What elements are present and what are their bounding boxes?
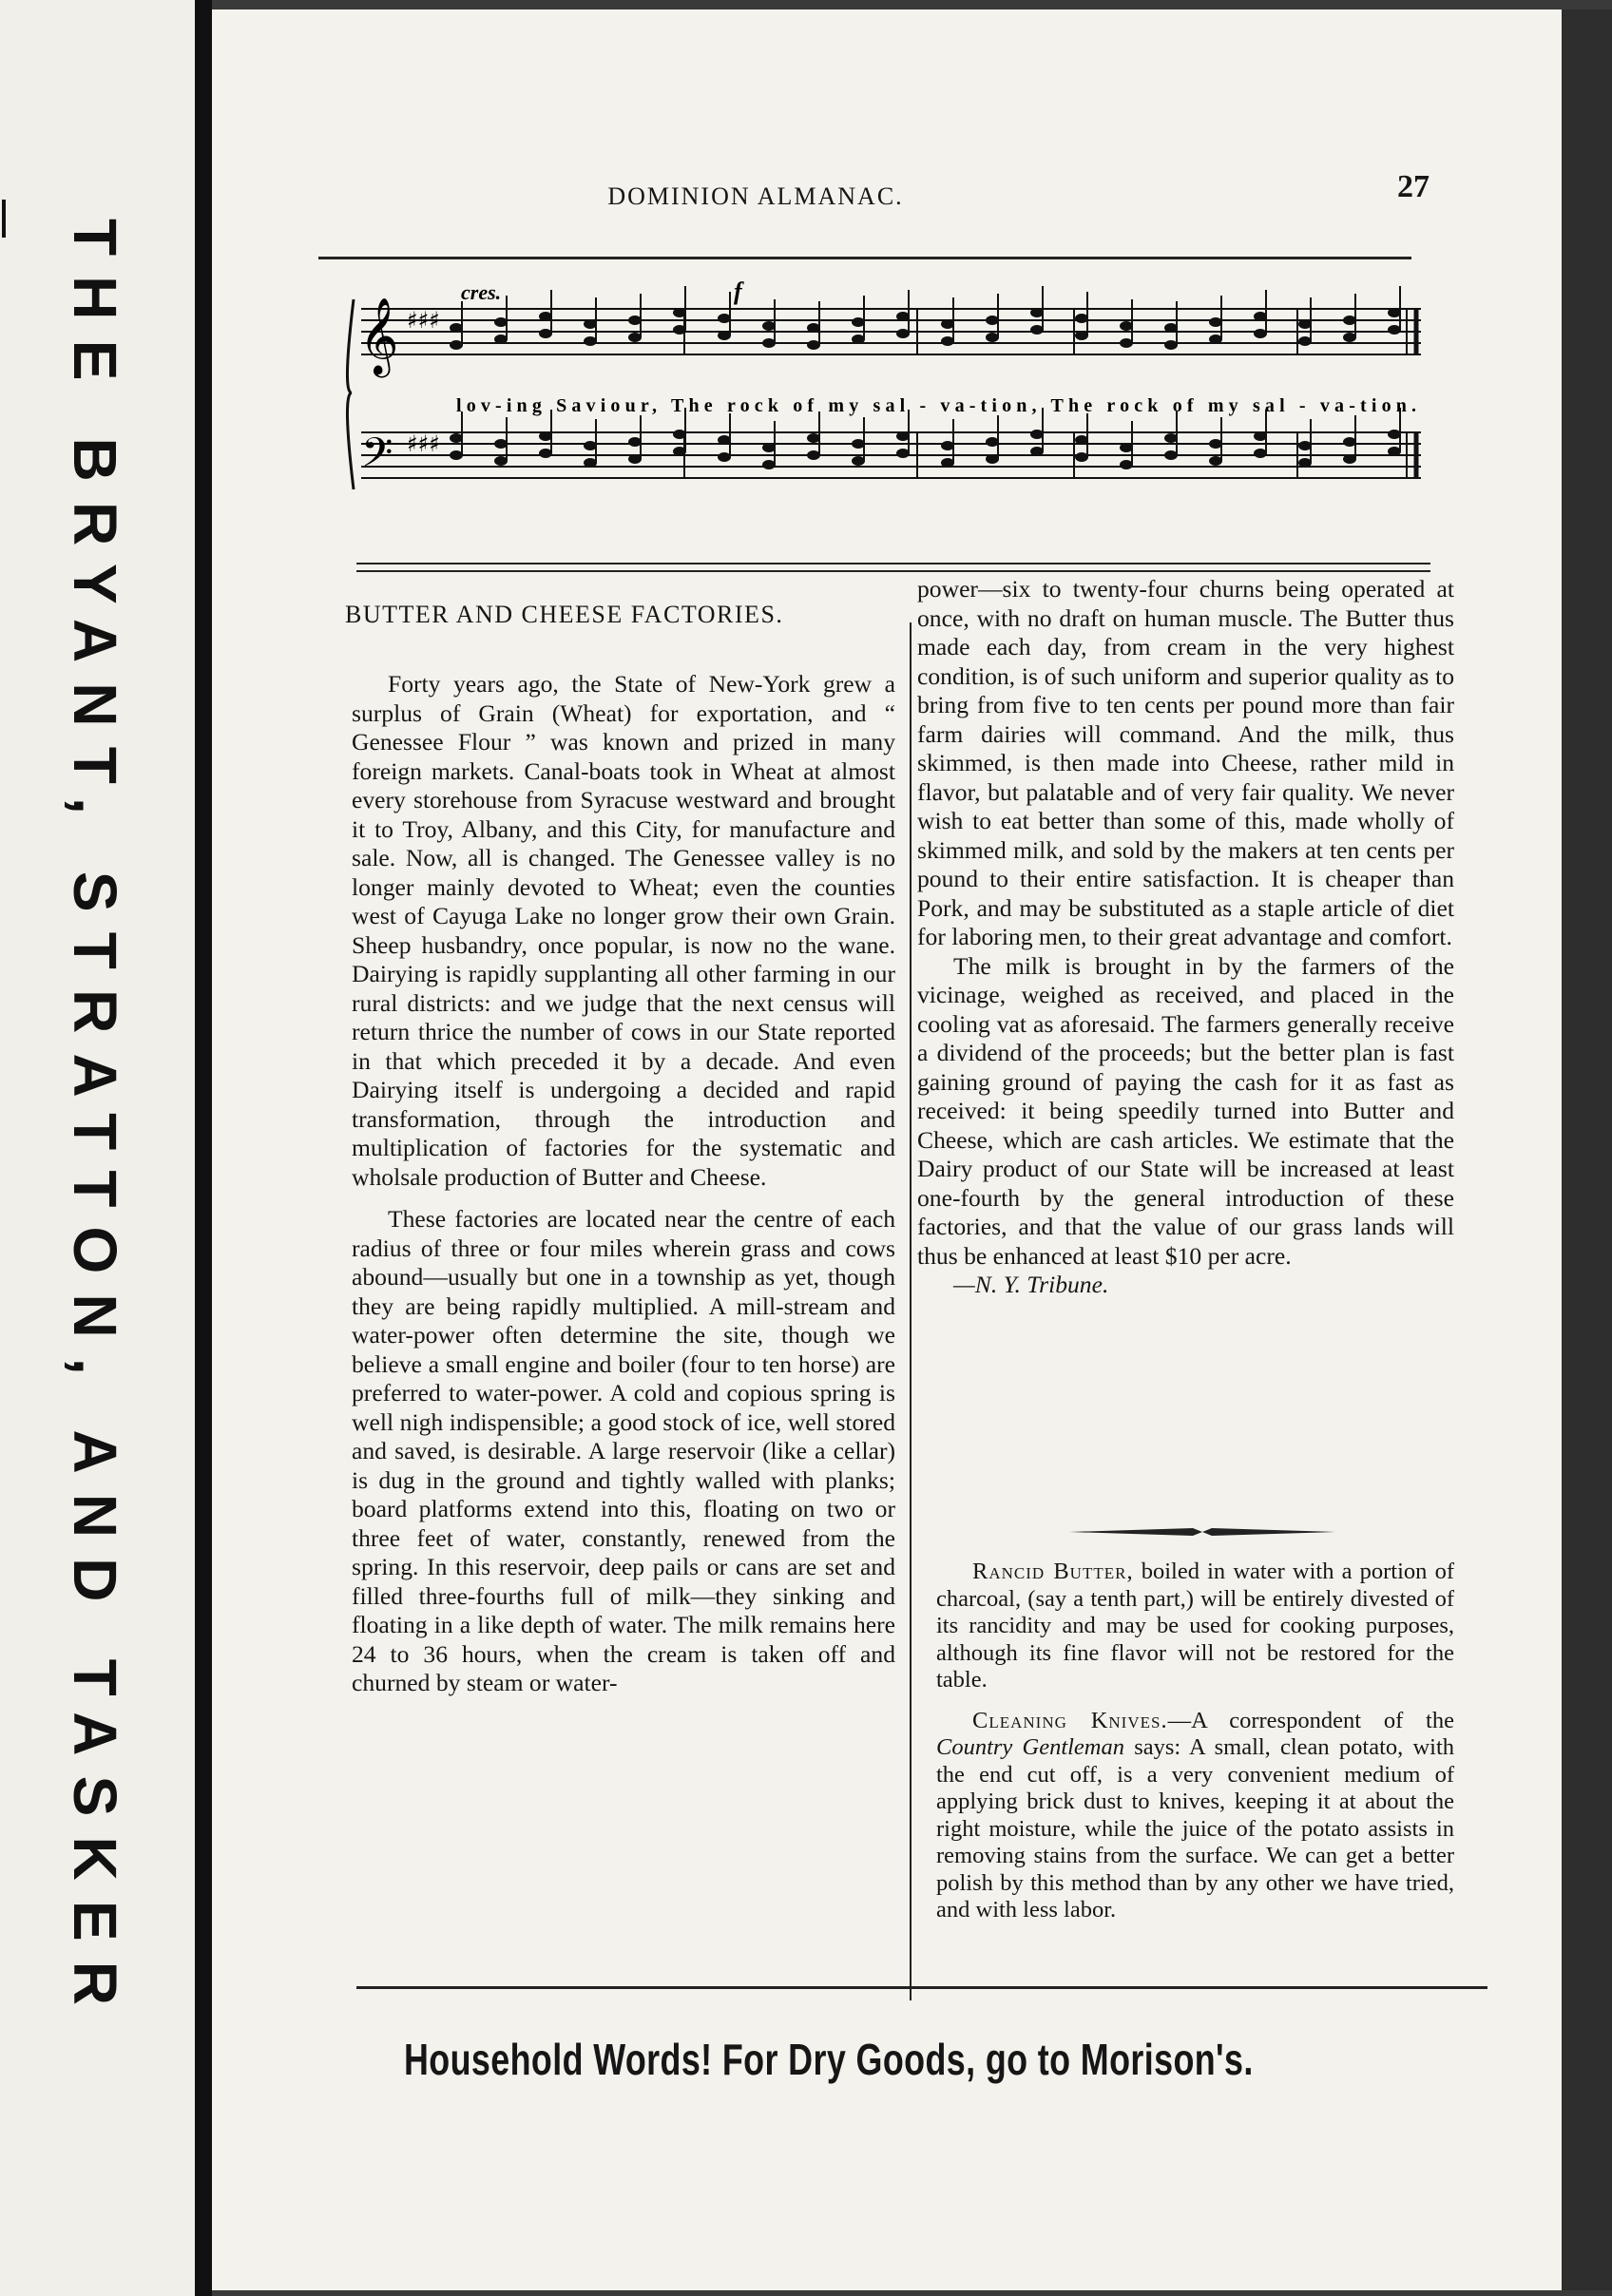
barlines <box>684 309 1416 478</box>
notes-column <box>936 1559 1454 1924</box>
music-score <box>342 271 1435 542</box>
note-head <box>852 456 865 466</box>
note-head <box>1209 335 1222 344</box>
note-head <box>628 454 642 464</box>
paragraph: Forty years ago, the State of New-York grew a surplus of Grain (Wheat) for exportation, and “ Genessee Flour ” was known and prized in many foreign markets. Canal-boats took in Wheat at almost every storehouse from Syracuse westward and brought it to Troy, Albany, and this City, for manufacture and sale. Now, all is changed. The Genessee valley is no longer mainly devoted to Wheat; even the counties west of Cayuga Lake no longer grow their own Grain. Sheep husbandry, once popular, is now no the wane. Dairying is rapidly supplanting all other farming in our rural districts: and we judge that the next census will return thrice the number of cows in our State reported in that which preceded it by a decade. And even Dairying itself is undergoing a decided and rapid transformation, through the introduction and multiplication of factories for the systematic and wholsale production of Butter and Cheese. <box>352 670 895 1191</box>
spine-text: THE BRYANT, STRATTON, AND TASKER <box>61 219 129 2006</box>
note-head <box>584 319 597 329</box>
note-head <box>673 430 686 439</box>
note-head <box>494 456 508 466</box>
lyrics-line: lov-ing Saviour, The rock of my sal - va-tion, The rock of my sal - va-tion. <box>456 395 1416 416</box>
note-head <box>1030 308 1044 317</box>
spine-text-block <box>48 219 133 2024</box>
note-text: boiled in water with a portion of charcoal, (say a tenth part,) will be entirely divested of its rancidity and may be used for cooking purposes, although its fine flavor will not be restored for the table. <box>936 1559 1454 1693</box>
note-head <box>807 340 820 350</box>
note-head <box>762 460 776 469</box>
footer-advert: Household Words! For Dry Goods, go to Morison's. <box>404 2035 1254 2084</box>
note-head <box>1030 325 1044 335</box>
note-head <box>896 431 910 441</box>
note-head <box>986 316 999 325</box>
note-head <box>1298 441 1312 450</box>
note-head <box>762 321 776 331</box>
note-head <box>986 333 999 342</box>
music-rule-bottom <box>356 570 1430 572</box>
left-column <box>352 670 895 1698</box>
note-head <box>1030 430 1044 439</box>
note-text: —A correspondent of the <box>1167 1707 1454 1733</box>
page-gutter <box>195 0 212 2296</box>
note-head <box>1298 319 1312 329</box>
column-divider <box>910 622 912 2000</box>
footer-rule <box>356 1986 1487 1989</box>
note-head <box>896 449 910 458</box>
note-head <box>494 317 508 327</box>
note-head <box>1254 431 1267 441</box>
treble-notes <box>450 286 1401 350</box>
note-head <box>1388 325 1401 335</box>
source-text: —N. Y. Tribune. <box>953 1271 1109 1298</box>
note-head <box>941 441 954 450</box>
note-title: Cleaning Knives. <box>972 1707 1168 1733</box>
forte-mark: f <box>734 277 742 305</box>
note-head <box>1343 437 1356 447</box>
note-cleaning-knives <box>936 1708 1454 1924</box>
crescendo-mark: cres. <box>461 280 502 304</box>
ornament-rule <box>1069 1526 1335 1538</box>
note-head <box>1075 452 1088 462</box>
brace <box>347 299 354 489</box>
note-head <box>718 331 731 340</box>
note-head <box>1388 430 1401 439</box>
key-signature-treble: ♯♯♯ <box>407 307 440 334</box>
note-head <box>1254 449 1267 458</box>
note-head <box>807 450 820 460</box>
note-head <box>539 449 552 458</box>
key-signature-bass: ♯♯♯ <box>407 430 440 457</box>
note-head <box>450 433 463 443</box>
note-head <box>1254 329 1267 338</box>
note-head <box>450 450 463 460</box>
note-head <box>584 336 597 346</box>
note-head <box>852 335 865 344</box>
note-head <box>450 340 463 350</box>
note-head <box>986 454 999 464</box>
note-head <box>1298 336 1312 346</box>
paragraph: These factories are located near the centre of each radius of three or four miles wherein grass and cows abound—usually but one in a township as yet, though they are being rapidly multiplied. A mill-stream and water-power often determine the site, though we believe a small engine and boiler (four to ten horse) are preferred to water-power. A cold and copious spring is well nigh indispensible; a good stock of ice, well stored and saved, is desirable. A large reservoir (like a cellar) is dug in the ground and tightly walled with planks; board platforms extend into this, floating on two or three feet of water, constantly, renewed from the spring. In this reservoir, deep pails or cans are set and filled three-fourths full of milk—they sinking and floating in a like depth of water. The milk remains here 24 to 36 hours, when the cream is taken off and churned by steam or water- <box>352 1205 895 1696</box>
note-head <box>852 317 865 327</box>
note-head <box>941 319 954 329</box>
note-head <box>1254 312 1267 321</box>
note-head <box>718 435 731 445</box>
note-head <box>852 439 865 449</box>
music-rule-top <box>356 563 1430 564</box>
spine-rule <box>2 200 6 238</box>
note-head <box>1120 338 1133 348</box>
note-head <box>1209 317 1222 327</box>
note-head <box>539 431 552 441</box>
bass-clef: 𝄢 <box>361 430 393 487</box>
note-head <box>628 316 642 325</box>
note-head <box>762 443 776 452</box>
note-head <box>896 312 910 321</box>
article-heading: BUTTER AND CHEESE FACTORIES. <box>345 601 784 628</box>
note-head <box>718 314 731 323</box>
paragraph: The milk is brought in by the farmers of the vicinage, weighed as received, and placed in the cooling vat as aforesaid. The farmers generally receive a dividend of the proceeds; but the better plan is fast gaining ground of paying the cash for it as fast as received: it being speedily turned into Butter and Cheese, which are cash articles. We estimate that the Dairy product of our State will be increased at least one-fourth by the general introduction of these factories, and that the value of our grass lands will thus be enhanced at least $10 per acre. <box>917 951 1454 1270</box>
note-head <box>1120 321 1133 331</box>
note-head <box>1343 454 1356 464</box>
note-head <box>673 325 686 335</box>
note-title: Rancid Butter, <box>972 1559 1134 1584</box>
header-rule <box>318 257 1411 259</box>
note-head <box>1030 447 1044 456</box>
note-head <box>718 452 731 462</box>
note-head <box>1209 439 1222 449</box>
note-head <box>1209 456 1222 466</box>
note-head <box>807 433 820 443</box>
note-head <box>1343 316 1356 325</box>
note-head <box>584 458 597 468</box>
note-head <box>673 447 686 456</box>
note-head <box>1120 460 1133 469</box>
note-head <box>941 458 954 468</box>
note-head <box>494 439 508 449</box>
note-head <box>628 333 642 342</box>
paragraph: power—six to twenty-four churns being operated at once, with no draft on human muscle. The Butter thus made each day, from cream in the very highest condition, is of such uniform and superior quality as to bring from five to ten cents per pound more than fair farm dairies will command. And the milk, thus skimmed, is then made into Cheese, rather mild in flavor, but palatable and of very fair quality. We never wish to eat better than some of this, made wholly of skimmed milk, and sold by the makers at ten cents per pound to their entire satisfaction. It is cheaper than Pork, and may be substituted as a staple article of diet for laboring men, to their great advantage and comfort. <box>917 575 1454 950</box>
note-head <box>1075 331 1088 340</box>
note-head <box>673 308 686 317</box>
source-credit <box>917 1271 1454 1300</box>
note-rancid-butter <box>936 1559 1454 1694</box>
note-head <box>986 437 999 447</box>
adjacent-page-spine <box>0 0 195 2296</box>
note-head <box>1388 447 1401 456</box>
note-head <box>762 338 776 348</box>
note-head <box>539 312 552 321</box>
note-head <box>1075 314 1088 323</box>
spine-rotated-text <box>48 219 133 2024</box>
note-source: Country Gentleman <box>936 1734 1125 1760</box>
treble-clef: 𝄞 <box>359 297 399 374</box>
note-head <box>494 335 508 344</box>
bass-notes <box>450 408 1401 469</box>
note-head <box>896 329 910 338</box>
note-head <box>1164 340 1178 350</box>
note-head <box>941 336 954 346</box>
running-header: DOMINION ALMANAC. <box>607 182 904 210</box>
note-head <box>1120 443 1133 452</box>
note-head <box>807 323 820 333</box>
note-head <box>584 441 597 450</box>
page-edge-shadow <box>1562 10 1612 2290</box>
note-head <box>1298 458 1312 468</box>
note-head <box>1343 333 1356 342</box>
right-column <box>917 575 1454 1300</box>
note-head <box>1388 308 1401 317</box>
note-head <box>1164 323 1178 333</box>
note-head <box>1164 450 1178 460</box>
note-head <box>628 437 642 447</box>
note-text: says: A small, clean potato, with the end cut off, is a very convenient medium of applying brick dust to knives, keeping it at about the right moisture, while the juice of the potato assists in removing stains from the surface. We can get a better polish by this method than by any other we have tried, and with less labor. <box>936 1734 1455 1923</box>
note-head <box>1075 435 1088 445</box>
note-head <box>539 329 552 338</box>
note-head <box>450 323 463 333</box>
page-number: 27 <box>1397 169 1430 204</box>
note-head <box>1164 433 1178 443</box>
